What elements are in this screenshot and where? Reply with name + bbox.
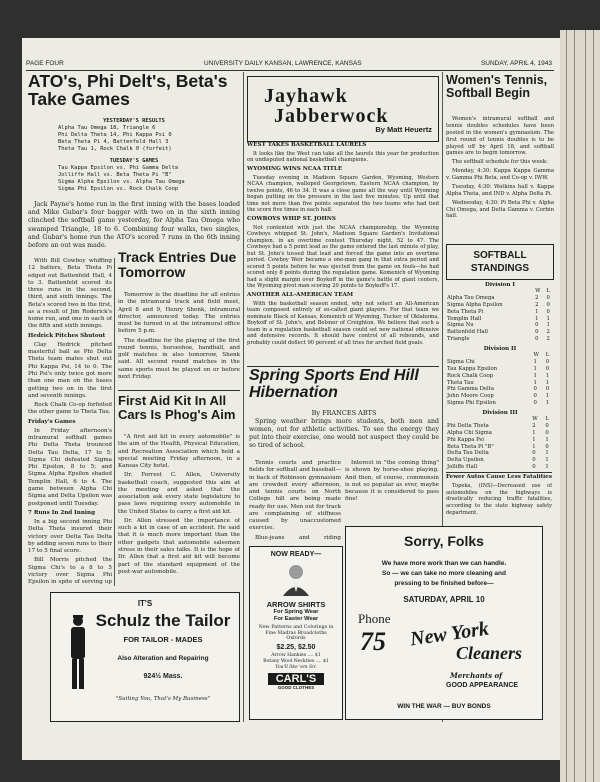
team-name: Jolliffe Hall — [447, 464, 478, 471]
losses: 1 — [545, 393, 550, 400]
paragraph: Women's intramural softball and tennis doubles schedules have been posted in the women's gymnasium. The first round of tennis doubles is to be played off by April 18, and softball games are to begin tomorrow. — [446, 116, 554, 157]
ad-message — [346, 559, 542, 588]
wins: 2 — [535, 301, 539, 308]
team-name: Tau Kappa Epsilon — [447, 365, 498, 372]
folio-line — [26, 58, 554, 70]
paragraph: It looks like the West can take all the laurels this year for production on undisputed national basketball champions. — [247, 150, 439, 164]
subhead: Hedrick Pitches Shutout — [28, 332, 106, 339]
paragraph: Dr. Forrest C. Allen, University basketball coach, suggested this aim at the meeting and asked that the association ask every state legislature to pass laws requiring every automobile in the United States to carry a first aid kit. — [118, 472, 240, 515]
wins: 0 — [532, 464, 536, 471]
losses: 0 — [545, 443, 549, 450]
division-table — [446, 352, 554, 407]
standings-tables — [446, 282, 554, 472]
table-row — [446, 437, 554, 444]
yesterday-results — [28, 118, 240, 158]
wins: 0 — [532, 457, 536, 464]
ad-line: IT'S — [137, 599, 153, 608]
lead-intro-text: Jack Payne's home run in the first inning with the bases loaded and Mike Gubar's four bagger with two on in the sixth inning clinched the softball game yesterday, for Alpha Tau Omega who swamped Triangle, 18 to 6. Combining four walks, two singles, and Gubar's home run the ATO's scored 7 runs in the 6th inning before an out was made. — [28, 201, 240, 249]
ad-headline: Sorry, Folks — [404, 533, 484, 549]
ad-date: SATURDAY, APRIL 10 — [403, 595, 485, 604]
table-row — [446, 316, 554, 323]
result-line: Phi Delta Theta 14, Phi Kappa Psi 0 — [58, 132, 172, 139]
carls-arrow-shirts-ad — [249, 546, 343, 720]
firstaid-story — [118, 434, 240, 586]
paragraph: Tennis courts and practice fields for softball and baseball—in back of Robinson gymnasium are crowded every afternoon, and tennis courts on North College hill are being made ready for use. Men out for track are complaining of stiffness caused by unaccustomed exercise. — [249, 460, 341, 532]
losses: 1 — [545, 400, 550, 407]
wins: 0 — [535, 336, 539, 343]
table-row — [446, 464, 554, 471]
losses: 1 — [545, 457, 549, 464]
paragraph: Tuesday evening in Madison Square Garden, Wyoming, Western NCAA champion, walloped Georgetown, Eastern NCAA champion, by twelve points, 46 to 34. It was a close game all the way until Wyoming began putting on the pressure in the last five minutes. Up until that time not more than five points separated the two teams who had tied the score five times in each half. — [247, 174, 439, 214]
subhead: ANOTHER ALL-AMERICAN TEAM — [247, 291, 354, 298]
wins: 1 — [535, 308, 539, 315]
paragraph: Interest in "the coming thing" is shown by horse-shoe playing. And then, of course, commonsin is not so popular as ever, maybe because it is considered to pass fine! — [345, 460, 439, 503]
schulz-tailor-ad — [50, 592, 240, 722]
column-rule — [114, 258, 115, 586]
team-name: Phi Delta Theta — [447, 422, 489, 429]
page-edge-line — [566, 30, 567, 782]
man-portrait-icon — [281, 562, 311, 596]
division-name: Division I — [485, 282, 515, 288]
losses: 1 — [545, 372, 550, 379]
paragraph: Rock Chalk Co-op forfeited the other game to Theta Tau. — [28, 402, 112, 416]
ad-line: pressing to be finished before— — [394, 579, 494, 587]
paragraph: With the basketball season ended, why not select an All-American team composed entirely of so-called giant players. For that team we nominate Black of Kansas, Komenich of Wyoming, Tucker of Oklahoma, Boykoff of St. John's, and Belsner of Creighton. We believe that such a team in a regulation basketball season could set new national offensive and defensive records. It should have control of all rebounds, and probably could deflect 90 percent of all tries for arched field goals. — [247, 300, 439, 346]
spring-headline: Spring Sports End Hill Hibernation — [249, 368, 419, 401]
team-name: Sigma Alpha Epsilon — [447, 301, 503, 308]
ad-address: 924½ Mass. — [143, 673, 183, 680]
table-row — [446, 393, 554, 400]
ad-line: For Easter Wear — [273, 615, 319, 622]
team-name: Delta Upsilon — [447, 457, 484, 464]
table-row — [446, 423, 554, 430]
ad-line: GOOD APPEARANCE — [446, 682, 519, 689]
issue-date: SUNDAY, APRIL 4, 1943 — [480, 60, 552, 67]
column-title: Jayhawk — [264, 85, 348, 107]
spring-byline: By FRANCES ABTS — [311, 409, 377, 417]
team-name: Rock Chalk Coop — [447, 372, 494, 379]
paragraph: With Bill Cowboy whiffing 12 batters, Beta Theta Pi edged out Battenfeld Hall, 4 to 3. Battenfeld scored its three runs in the second, third, and sixth innings. The Beta's scored two in the first, as a result of Jim Roderick's home run, and one in each of the fifth and sixth innings. — [28, 258, 112, 330]
table-row — [446, 322, 554, 329]
ad-line: WIN THE WAR — BUY BONDS — [397, 703, 491, 710]
losses: 1 — [545, 379, 550, 386]
wins: 0 — [535, 329, 539, 336]
division-name: Division III — [482, 410, 518, 416]
spring-lead — [249, 418, 439, 460]
subhead: Fewer Autos Cause Less Fatalities — [446, 474, 552, 480]
page-edge-line — [593, 30, 594, 782]
table-row — [446, 329, 554, 336]
paragraph: Topeka, (INS)—Decreased use of automobiles on the highways is drastically reducing traffic fatalities, according to the state highway safety department. — [446, 483, 552, 516]
team-name: Beta Theta Pi "B" — [447, 443, 494, 450]
losses: 0 — [545, 358, 550, 365]
subhead: WYOMING WINS NCAA TITLE — [247, 165, 343, 172]
wins: 1 — [533, 358, 537, 365]
tennis-story — [446, 116, 554, 242]
table-row — [446, 295, 554, 302]
lead-intro — [28, 201, 240, 257]
wins: 2 — [532, 422, 536, 429]
page-edge-line — [574, 30, 575, 782]
ad-slogan: "Suiting You, That's My Business" — [115, 696, 211, 702]
paragraph: Not contented with just the NCAA championship, the Wyoming Cowboys whipped St. John's, Madison Square Garden's Invitational champion, in an overtime contest Thursday night, 52 to 47. The Cowboys had a 5 point lead as the game entered the last minute of play, but St. John's tossed that lead and forced the game into an overtime period. Cowboy Weir became a one-man gang in that extra period and scored 5 points before he was ejected from the game on fouls—he had scored only 8 points during the regulation game. Komenich of Wyoming had a slight margin over Boykoff in the game's battle of giant centers, the Wyoming pivot man scoring 20 points to Boykoff's 17. — [247, 224, 439, 290]
losses: 1 — [546, 322, 550, 329]
team-name: Templin Hall — [447, 315, 482, 322]
wins: 1 — [533, 379, 537, 386]
adjacent-page-edge — [560, 30, 600, 782]
table-row — [446, 400, 554, 407]
schedule-line: Tuesday, 4:30: Watkins hall v. Kappa Alpha Theta, and IND v. Alpha Delta Pi. — [446, 183, 554, 197]
team-name: Alpha Chi Sigma — [447, 429, 492, 436]
ad-phone-number: 75 — [360, 627, 386, 656]
table-row — [446, 366, 554, 373]
paragraph: The softball schedule for this week: — [452, 159, 548, 166]
ad-line: Botany Wool Neckties .... $1 — [263, 658, 329, 664]
folio-rule — [26, 70, 554, 71]
table-header-row: W L — [535, 288, 551, 294]
ad-business-name: Schulz the Tailor — [95, 611, 231, 630]
table-row — [446, 430, 554, 437]
story-rule — [247, 366, 439, 367]
paragraph: In Friday afternoon's intramural softball games Phi Delta Theta trounced Delta Tau Delta, 17 to 5; Sigma Chi defeated Sigma Phi Epsilon, 8 to 5; and Sigma Alpha Epsilon shaded Templin Hall, 6 to 4. The game between Alpha Chi Sigma and Delta Upsilon was postponed until Tuesday. — [28, 427, 112, 507]
ad-line: GOOD CLOTHES — [277, 684, 315, 690]
losses: 0 — [545, 422, 549, 429]
subhead: 7 Runs In 2nd Inning — [28, 509, 96, 516]
column-rule — [243, 72, 244, 722]
ad-line: NOW READY— — [270, 551, 322, 558]
page-edge-line — [585, 30, 586, 782]
wins: 2 — [535, 294, 539, 301]
story-rule — [118, 390, 240, 391]
losses: 1 — [545, 464, 549, 471]
losses: 0 — [545, 365, 550, 372]
result-line: Alpha Tau Omega 18, Triangle 6 — [58, 125, 156, 132]
subhead: WEST TAKES BASKETBALL LAURELS — [247, 142, 367, 148]
wins: 1 — [533, 365, 537, 372]
table-row — [446, 336, 554, 343]
wins: 0 — [532, 450, 536, 457]
losses: 0 — [545, 386, 550, 393]
wins: 1 — [532, 429, 536, 436]
yesterday-title: YESTERDAY'S RESULTS — [103, 118, 165, 124]
ad-line: Merchants of — [450, 671, 503, 680]
wins: 0 — [533, 400, 537, 407]
paragraph: In a big second inning Phi Delta Theta insured their victory over Delta Tau Delta by adding seven runs to their 17 to 5 final score. — [28, 519, 112, 555]
ad-phone-label: Phone — [358, 611, 391, 626]
table-row — [446, 386, 554, 393]
paragraph: The deadline for the playing of the first round tennis, horseshoe, handball, and golf matches in also tomorrow, Shenk said. All second round matches in the same sports must be played on or before next Friday. — [118, 337, 240, 380]
track-story — [118, 292, 240, 388]
ad-line: Arrow Hankies .... $1 — [271, 653, 321, 659]
table-row — [446, 380, 554, 387]
ad-price: $2.25, $2.50 — [276, 644, 316, 652]
team-name: Theta Tau — [447, 379, 474, 386]
team-name: Battenfeld Hall — [447, 329, 488, 336]
newspaper-name: UNIVERSITY DAILY KANSAN, LAWRENCE, KANSAS — [204, 60, 362, 67]
losses: 0 — [546, 294, 550, 301]
table-header-row: W L — [532, 416, 549, 422]
paragraph: Blue-jeans and riding — [255, 534, 341, 541]
fatalities-brief — [446, 474, 552, 520]
wins: 0 — [535, 322, 539, 329]
losses: 0 — [545, 429, 549, 436]
losses: 2 — [546, 336, 550, 343]
ad-line: New Patterns and Colorings in Fine Madras Broadcloths Oxfords — [258, 624, 334, 642]
game-line: Jolliffe Hall vs. Beta Theta Pi "B" — [58, 172, 172, 179]
team-name: Triangle — [447, 336, 470, 343]
division-table — [446, 416, 554, 471]
losses: 1 — [546, 315, 550, 322]
schedule-line: Wednesday, 4:30: Pi Beta Phi v. Alpha Chi Omega, and Delta Gamma v. Corbin hall. — [446, 199, 554, 220]
division-name: Division II — [483, 346, 517, 352]
losses: 1 — [545, 450, 549, 457]
track-headline: Track Entries Due Tomorrow — [118, 250, 237, 280]
standings-title-box — [446, 244, 554, 280]
result-line: Beta Theta Pi 4, Battenfeld Hall 3 — [58, 139, 169, 146]
ad-line: Also Alteration and Repairing — [117, 655, 209, 662]
table-row — [446, 373, 554, 380]
paragraph: Dr. Allen stressed the importance of such a kit in case of an accident. He said that it is much more important than the other gadgets that automobile salesmen stress in their sales talks. It is the hope of Dr. Allen that a first aid kit will become part of the standard equipment of the post-war automobile. — [118, 517, 240, 575]
wins: 0 — [533, 393, 537, 400]
result-line: Theta Tau 1, Rock Chalk 0 (forfeit) — [58, 146, 172, 153]
paragraph: Bill Morris pitched the Sigma Chi's to a 8 to 5 victory over Sigma Phi Epsilon in spite of serving up — [28, 557, 112, 586]
table-row — [446, 302, 554, 309]
ad-line: FOR TAILOR - MADES — [123, 635, 203, 644]
spring-column-left — [249, 460, 341, 542]
table-row — [446, 450, 554, 457]
paragraph: Tomorrow is the deadline for all entries in the intramural track and field meet, April 8 and 9, Henry Shenk, intramural director, announced today. The entries must be turned in at the intramural office before 5 p.m. — [118, 292, 240, 335]
team-name: John Moore Coop — [447, 393, 494, 400]
jayhawk-column — [247, 142, 439, 366]
wins: 1 — [532, 436, 536, 443]
losses: 1 — [545, 436, 549, 443]
tuesday-title: TUESDAY'S GAMES — [109, 158, 159, 164]
table-row — [446, 444, 554, 451]
table-row — [446, 457, 554, 464]
subhead: Friday's Games — [28, 418, 76, 425]
jayhawk-masthead — [247, 76, 439, 142]
ad-line: So — we can take no more cleaning and — [382, 569, 506, 577]
tennis-headline: Women's Tennis, Softball Begin — [446, 74, 548, 101]
team-name: Delta Tau Delta — [447, 450, 489, 457]
column-byline: By Matt Heuertz — [375, 125, 432, 134]
standings-title: SOFTBALL STANDINGS — [470, 250, 530, 274]
page-number: PAGE FOUR — [26, 60, 64, 67]
losses: 2 — [546, 329, 550, 336]
losses: 0 — [546, 301, 550, 308]
ad-line: For Spring Wear — [273, 609, 319, 615]
paragraph: Clay Hedrick pitched masterful ball as Phi Delta Theta team mates shut out Phi Kappa Psi, 14 to 0. The Phi Psi's only twice got more than one man on the bases getting two on in the first and seventh innings. — [28, 341, 112, 399]
lead-column — [28, 258, 112, 586]
ad-store-logo: CARL'S — [268, 673, 324, 685]
losses: 0 — [546, 308, 550, 315]
lead-headline: ATO's, Phi Delt's, Beta's Take Games — [28, 72, 228, 110]
story-rule — [446, 472, 552, 473]
wins: 0 — [533, 386, 537, 393]
new-york-cleaners-ad — [345, 526, 543, 720]
column-title: Jabberwock — [274, 105, 389, 127]
firstaid-headline: First Aid Kit In All Cars Is Phog's Aim — [118, 394, 236, 422]
table-row — [446, 309, 554, 316]
team-name: Sigma Chi — [447, 358, 475, 365]
ad-line: You'll like 'em Sir. — [275, 664, 317, 670]
ad-brand: ARROW SHIRTS — [266, 600, 326, 609]
team-name: Alpha Tau Omega — [447, 294, 495, 301]
team-name: Beta Theta Pi — [447, 308, 484, 315]
schedule-line: Monday, 4:30: Kappa Kappa Gamma v. Gamma Phi Beta, and Co-op v. IWW. — [446, 168, 554, 181]
table-row — [446, 359, 554, 366]
ad-business-name: New York — [408, 617, 491, 651]
game-line: Tau Kappa Epsilon vs. Phi Gamma Delta — [58, 165, 179, 172]
ad-business-name: Cleaners — [456, 643, 523, 663]
team-name: Phi Gamma Delta — [447, 386, 494, 393]
paragraph: Spring weather brings more students, both men and women, out for athletic activities. To see the energy they put into their exercise, one would not suspect they could be so tired of school. — [249, 418, 439, 450]
division-table — [446, 288, 554, 343]
table-header-row: W L — [533, 352, 550, 358]
game-line: Sigma Phi Epsilon vs. Rock Chalk Coop — [58, 186, 179, 193]
tuesday-games — [28, 158, 240, 198]
wins: 1 — [535, 315, 539, 322]
ad-line: We have more work than we can handle. — [381, 560, 507, 567]
wins: 1 — [532, 443, 536, 450]
team-name: Phi Kappa Psi — [447, 436, 484, 443]
wins: 1 — [533, 372, 537, 379]
subhead: COWBOYS WHIP ST. JOHNS — [247, 215, 336, 222]
team-name: Sigma Phi Epsilon — [447, 400, 496, 407]
team-name: Sigma Nu — [447, 322, 474, 329]
paragraph: "A first aid kit in every automobile" is the aim of the Health, Physical Education, and Recreation Association which held a special meeting Friday afternoon, in a Kansas City hotel. — [118, 434, 240, 470]
game-line: Sigma Alpha Epsilon vs. Alpha Tau Omega — [58, 179, 185, 186]
